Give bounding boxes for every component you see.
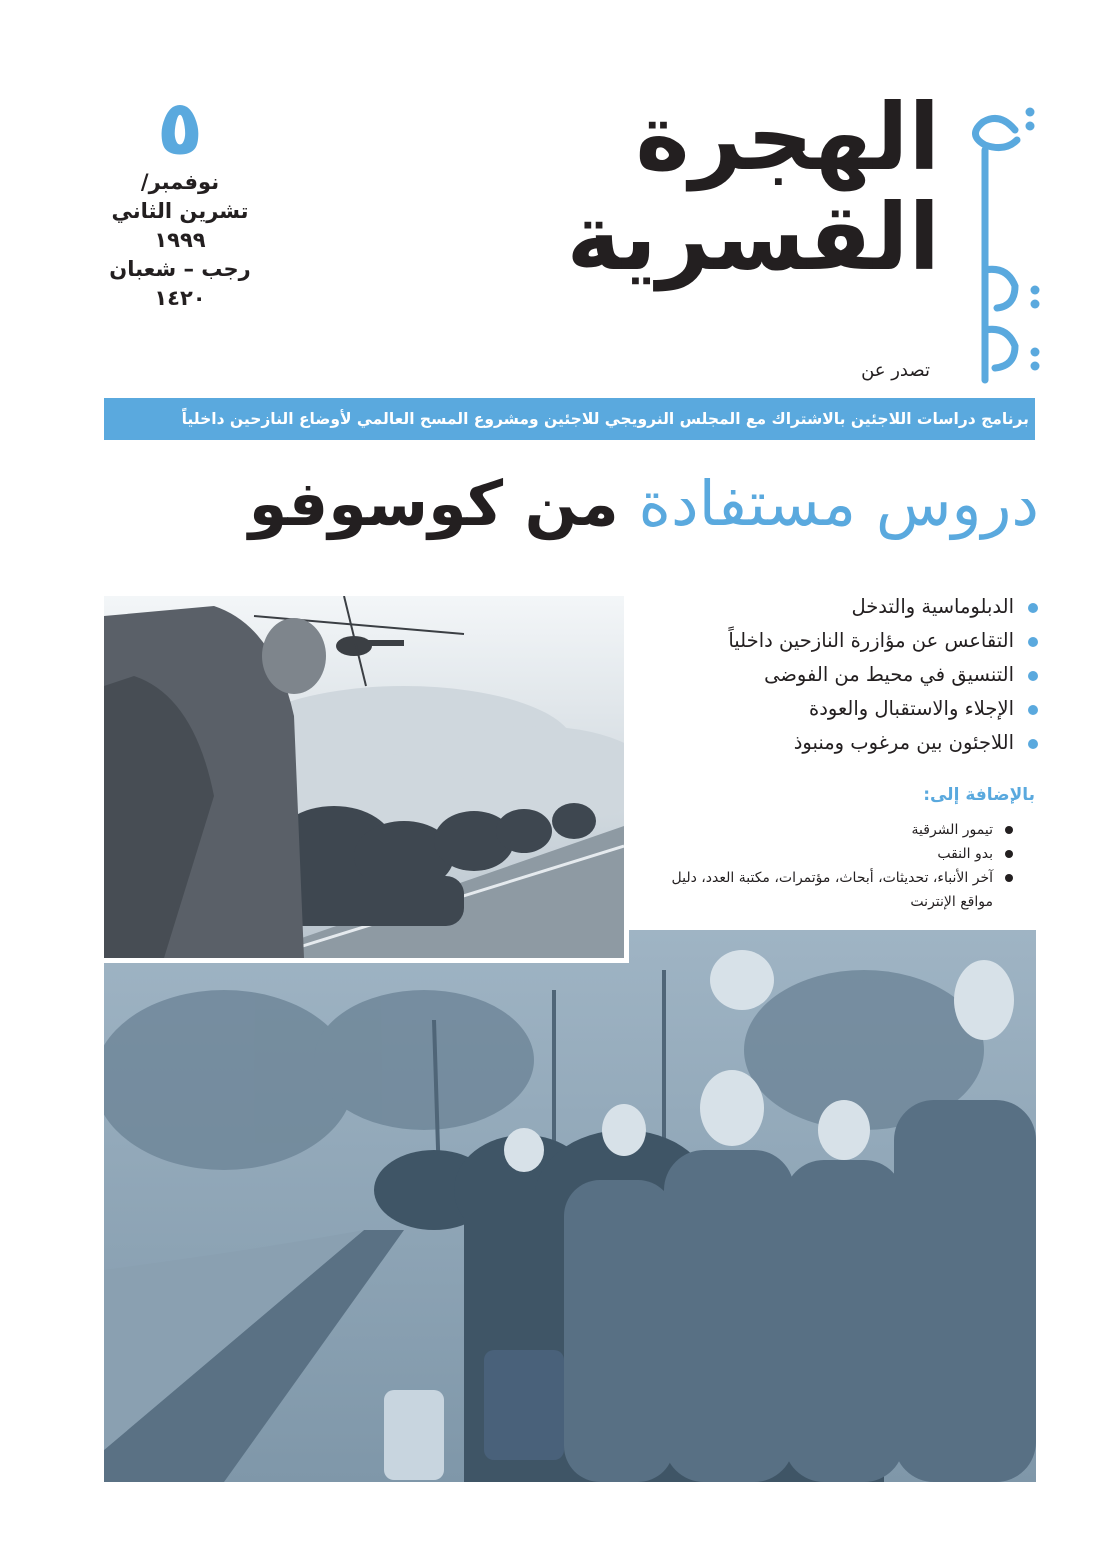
published-by-label: تصدر عن <box>861 360 930 381</box>
list-item <box>640 658 1040 692</box>
bullet-icon <box>1028 705 1038 715</box>
issue-year: ١٩٩٩ <box>154 228 206 252</box>
bullet-icon <box>1028 739 1038 749</box>
headline-dark-part: من كوسوفو <box>248 467 619 540</box>
list-item <box>640 624 1040 658</box>
title-line-1: الهجرة <box>635 84 940 191</box>
also-item-label: بدو النقب <box>937 846 993 862</box>
issue-month-alt: تشرين الثاني <box>111 199 249 223</box>
publisher-banner: برنامج دراسات اللاجئين بالاشتراك مع المجلس النرويجي للاجئين ومشروع المسح العالمي لأوضاع النازحين داخلياً <box>104 398 1035 440</box>
also-item-label: آخر الأنباء، تحديثات، أبحاث، مؤتمرات، مكتبة العدد، دليل مواقع الإنترنت <box>671 870 993 910</box>
refugees-photo <box>104 930 1036 1482</box>
bullet-icon <box>1005 874 1013 882</box>
bullet-icon <box>1005 850 1013 858</box>
feature-label: التنسيق في محيط من الفوضى <box>764 663 1014 686</box>
feature-list <box>640 590 1040 760</box>
title-line-2: القسرية <box>566 184 940 291</box>
also-list <box>640 818 1015 914</box>
list-item <box>640 692 1040 726</box>
issue-hijri-months: رجب – شعبان <box>109 257 251 281</box>
feature-label: التقاعس عن مؤازرة النازحين داخلياً <box>728 629 1014 652</box>
headline-blue-part: دروس مستفادة <box>638 467 1039 540</box>
bullet-icon <box>1028 637 1038 647</box>
list-item <box>640 866 1015 914</box>
also-item-label: تيمور الشرقية <box>911 822 993 838</box>
feature-label: الإجلاء والاستقبال والعودة <box>809 697 1014 720</box>
masthead-title <box>440 84 940 291</box>
issue-month: نوفمبر/ <box>140 170 220 194</box>
bullet-icon <box>1028 603 1038 613</box>
issue-hijri-year: ١٤٢٠ <box>154 286 206 310</box>
bullet-icon <box>1028 671 1038 681</box>
issue-number: ٥ <box>156 83 204 172</box>
bullet-icon <box>1005 826 1013 834</box>
list-item <box>640 590 1040 624</box>
issue-block <box>90 83 270 313</box>
soldiers-photo <box>104 596 624 958</box>
list-item <box>640 818 1015 842</box>
also-heading: بالإضافة إلى: <box>923 785 1035 805</box>
feature-label: الدبلوماسية والتدخل <box>851 595 1014 618</box>
list-item <box>640 726 1040 760</box>
cover-headline <box>104 460 1039 548</box>
feature-label: اللاجئون بين مرغوب ومنبوذ <box>793 731 1014 754</box>
list-item <box>640 842 1015 866</box>
magazine-logo-icon <box>945 90 1045 390</box>
